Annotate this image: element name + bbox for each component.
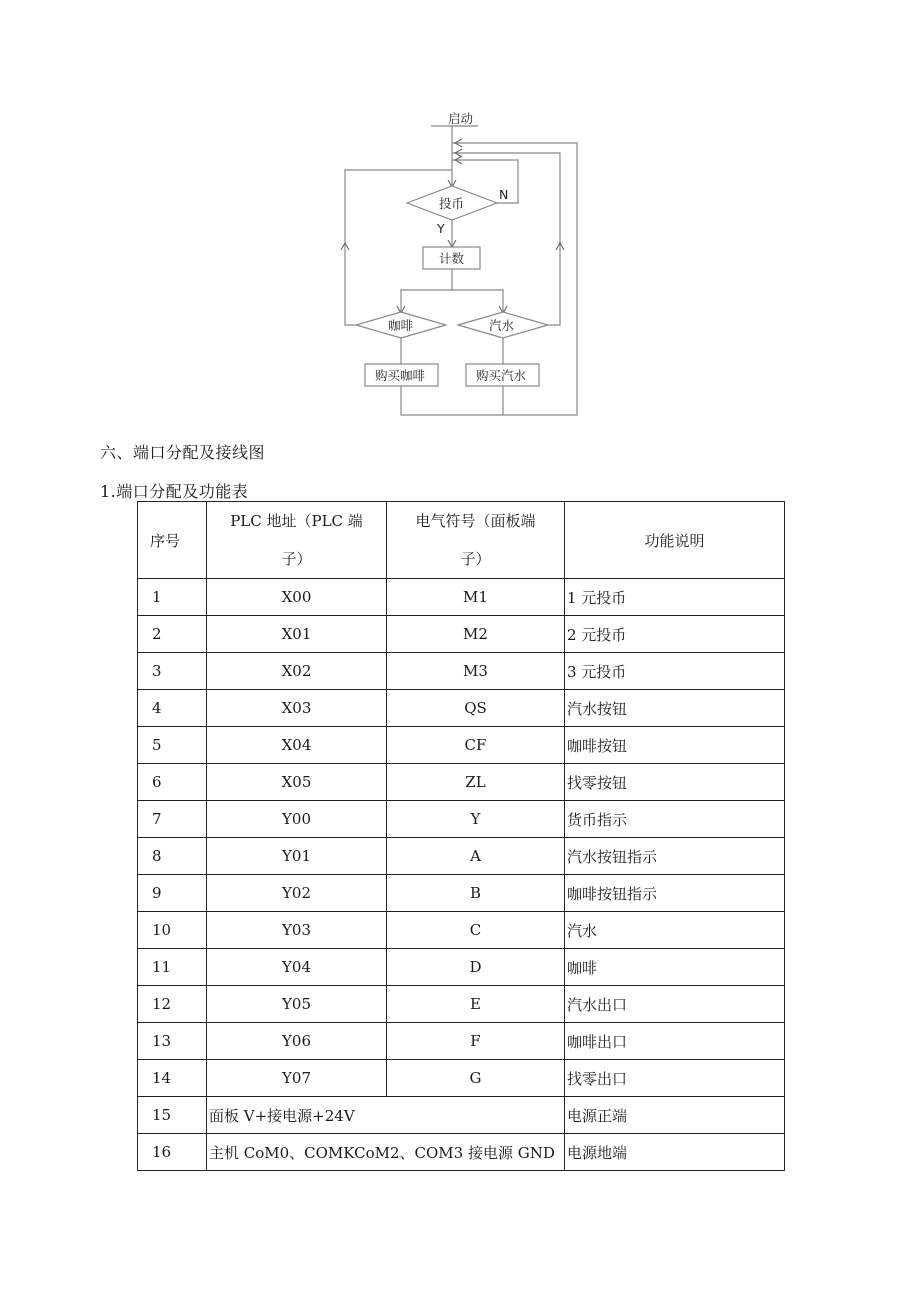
- coin-decision: [407, 186, 497, 220]
- cell-seq: 11: [138, 949, 207, 986]
- cell-electrical-symbol: C: [387, 912, 565, 949]
- cell-electrical-symbol: A: [387, 838, 565, 875]
- cell-function: 汽水出口: [565, 986, 785, 1023]
- buy-soda-label: 购买汽水: [476, 368, 527, 383]
- table-body: [138, 579, 785, 1171]
- cell-electrical-symbol: B: [387, 875, 565, 912]
- cell-seq: 15: [138, 1097, 207, 1134]
- cell-electrical-symbol: D: [387, 949, 565, 986]
- table-row: [138, 801, 785, 838]
- cell-function: 汽水按钮指示: [565, 838, 785, 875]
- cell-function: 咖啡按钮: [565, 727, 785, 764]
- no-label: N: [499, 187, 509, 202]
- table-row: [138, 579, 785, 616]
- table-header-row: [138, 502, 785, 579]
- cell-function: 1 元投币: [565, 579, 785, 616]
- soda-decision: [458, 312, 548, 338]
- cell-plc-address: Y05: [207, 986, 387, 1023]
- header-electrical-symbol: [387, 502, 565, 579]
- table-row: [138, 838, 785, 875]
- cell-wiring-note: 面板 V+接电源+24V: [207, 1097, 565, 1134]
- cell-seq: 12: [138, 986, 207, 1023]
- cell-seq: 3: [138, 653, 207, 690]
- buy-soda-box: [466, 364, 539, 386]
- split-right-line: [452, 290, 503, 312]
- cell-electrical-symbol: Y: [387, 801, 565, 838]
- cell-electrical-symbol: M1: [387, 579, 565, 616]
- cell-plc-address: Y00: [207, 801, 387, 838]
- header-elec-line1: 电气符号（面板端: [415, 512, 536, 530]
- cell-electrical-symbol: M2: [387, 616, 565, 653]
- cell-function: 电源正端: [565, 1097, 785, 1134]
- cell-electrical-symbol: M3: [387, 653, 565, 690]
- header-plc-address: [207, 502, 387, 579]
- coin-label: 投币: [439, 196, 465, 211]
- cell-seq: 16: [138, 1134, 207, 1171]
- coffee-label: 咖啡: [388, 318, 414, 333]
- cell-electrical-symbol: F: [387, 1023, 565, 1060]
- table-row: [138, 727, 785, 764]
- table-row: [138, 690, 785, 727]
- cell-seq: 9: [138, 875, 207, 912]
- table-row-merged: [138, 1134, 785, 1171]
- cell-seq: 14: [138, 1060, 207, 1097]
- cell-plc-address: X02: [207, 653, 387, 690]
- cell-plc-address: Y03: [207, 912, 387, 949]
- cell-seq: 13: [138, 1023, 207, 1060]
- yes-label: Y: [437, 221, 445, 236]
- cell-function: 咖啡按钮指示: [565, 875, 785, 912]
- table-row: [138, 986, 785, 1023]
- count-label: 计数: [439, 251, 465, 266]
- cell-electrical-symbol: G: [387, 1060, 565, 1097]
- cell-function: 3 元投币: [565, 653, 785, 690]
- cell-seq: 2: [138, 616, 207, 653]
- cell-function: 电源地端: [565, 1134, 785, 1171]
- section-heading: 六、端口分配及接线图: [100, 443, 266, 462]
- table-heading: 1.端口分配及功能表: [100, 482, 249, 501]
- start-label: 启动: [448, 111, 474, 126]
- cell-function: 找零出口: [565, 1060, 785, 1097]
- cell-seq: 6: [138, 764, 207, 801]
- cell-function: 找零按钮: [565, 764, 785, 801]
- table-row: [138, 949, 785, 986]
- header-seq: 序号: [138, 502, 207, 579]
- soda-label: 汽水: [489, 318, 515, 333]
- cell-function: 咖啡出口: [565, 1023, 785, 1060]
- cell-seq: 7: [138, 801, 207, 838]
- buy-coffee-label: 购买咖啡: [375, 368, 426, 383]
- port-assignment-table: [137, 501, 785, 1171]
- split-left-line: [401, 269, 452, 312]
- cell-seq: 1: [138, 579, 207, 616]
- vending-flowchart: [0, 0, 920, 430]
- cell-function: 汽水: [565, 912, 785, 949]
- cell-plc-address: Y04: [207, 949, 387, 986]
- cell-electrical-symbol: E: [387, 986, 565, 1023]
- cell-plc-address: X05: [207, 764, 387, 801]
- cell-function: 2 元投币: [565, 616, 785, 653]
- cell-function: 汽水按钮: [565, 690, 785, 727]
- header-elec-line2: 子）: [460, 550, 491, 568]
- table-row: [138, 764, 785, 801]
- cell-seq: 5: [138, 727, 207, 764]
- header-plc-line1: PLC 地址（PLC 端: [230, 512, 363, 530]
- cell-wiring-note: 主机 CoM0、COMKCoM2、COM3 接电源 GND: [207, 1134, 565, 1171]
- cell-electrical-symbol: CF: [387, 727, 565, 764]
- cell-plc-address: X01: [207, 616, 387, 653]
- cell-plc-address: Y02: [207, 875, 387, 912]
- table-row-merged: [138, 1097, 785, 1134]
- buy-coffee-box: [365, 364, 438, 386]
- header-function: 功能说明: [565, 502, 785, 579]
- cell-plc-address: Y06: [207, 1023, 387, 1060]
- count-box: [423, 247, 480, 269]
- table-row: [138, 875, 785, 912]
- cell-electrical-symbol: ZL: [387, 764, 565, 801]
- table-row: [138, 912, 785, 949]
- cell-seq: 4: [138, 690, 207, 727]
- cell-function: 货币指示: [565, 801, 785, 838]
- table-row: [138, 653, 785, 690]
- coffee-decision: [356, 312, 446, 338]
- soda-loop-line: [452, 153, 560, 325]
- header-plc-line2: 子）: [281, 550, 312, 568]
- cell-function: 咖啡: [565, 949, 785, 986]
- cell-seq: 8: [138, 838, 207, 875]
- cell-plc-address: Y07: [207, 1060, 387, 1097]
- start-node: [431, 111, 478, 126]
- cell-plc-address: X03: [207, 690, 387, 727]
- table-row: [138, 1060, 785, 1097]
- cell-plc-address: Y01: [207, 838, 387, 875]
- cell-electrical-symbol: QS: [387, 690, 565, 727]
- cell-plc-address: X04: [207, 727, 387, 764]
- cell-seq: 10: [138, 912, 207, 949]
- table-row: [138, 1023, 785, 1060]
- table-row: [138, 616, 785, 653]
- cell-plc-address: X00: [207, 579, 387, 616]
